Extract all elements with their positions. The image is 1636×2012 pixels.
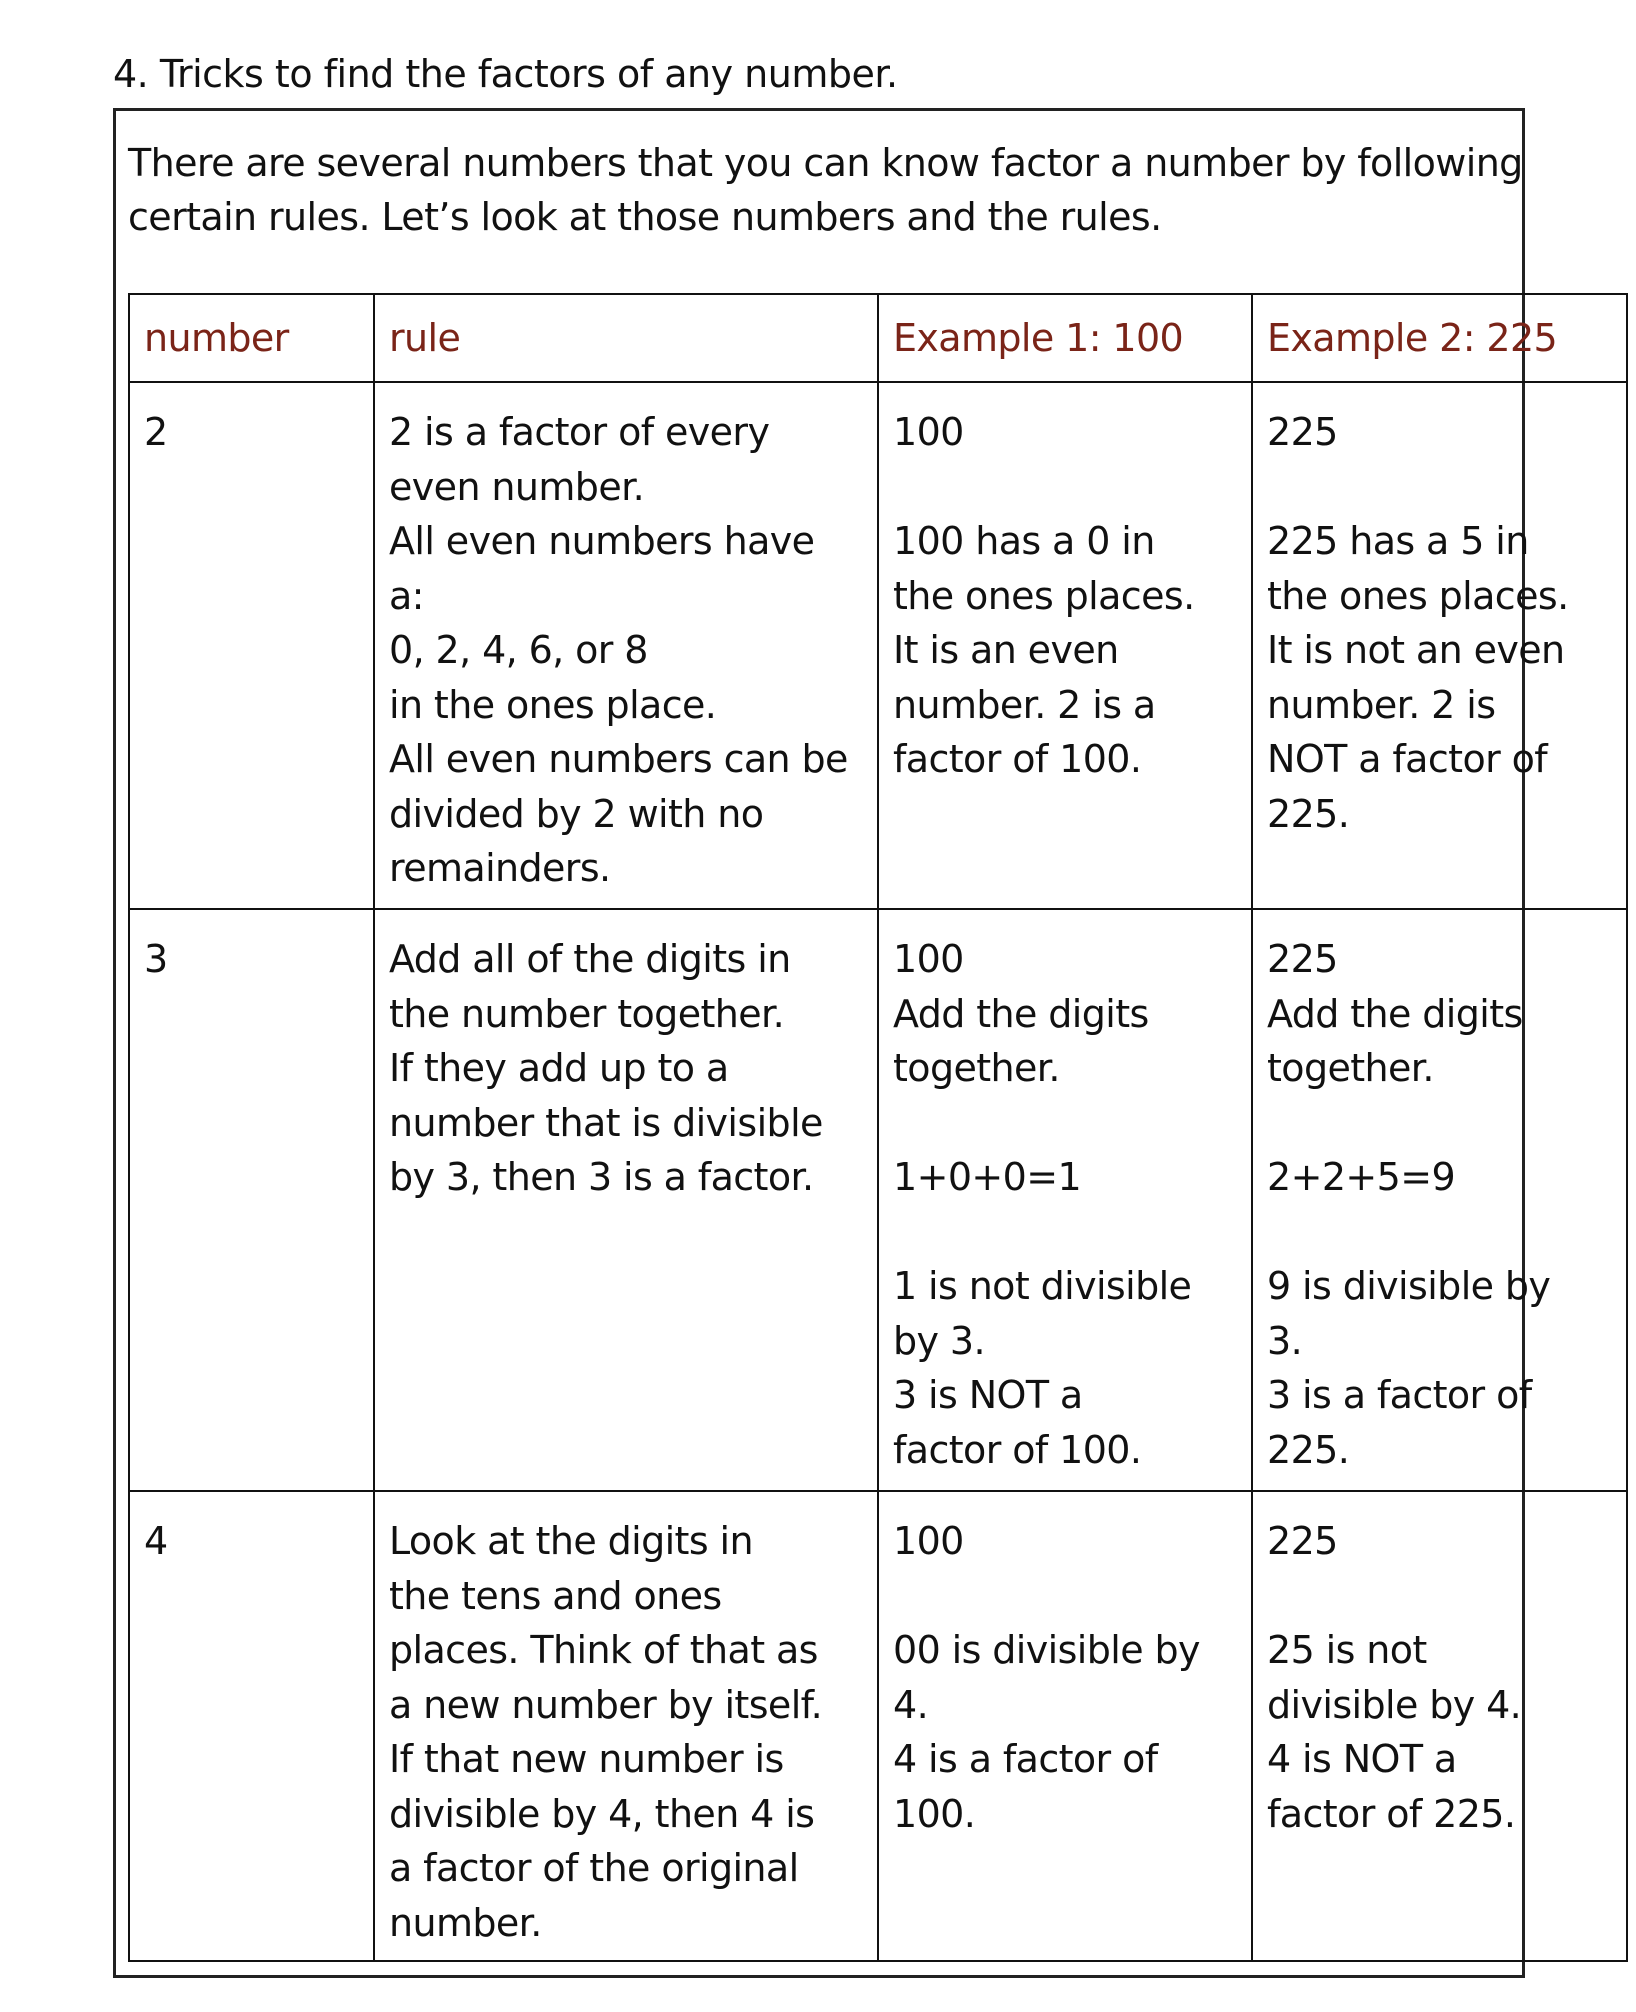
cell-line: 1+0+0=1 xyxy=(893,1155,1082,1199)
table-row xyxy=(129,382,1627,909)
line-gap xyxy=(893,1569,1237,1624)
cell-line: divided by 2 with no xyxy=(389,791,764,836)
cell-line: Add the digits xyxy=(1267,991,1523,1036)
cell-line: 225 xyxy=(1267,410,1338,454)
cell-line: 100 xyxy=(893,937,964,981)
cell-line: Add the digits xyxy=(893,991,1149,1036)
table-row xyxy=(129,909,1627,1491)
cell-line: divisible by 4. xyxy=(1267,1682,1522,1727)
cell-rule xyxy=(374,1491,878,1961)
cell-line: factor of 225. xyxy=(1267,1791,1516,1836)
cell-number: 2 xyxy=(129,382,374,909)
cell-line: number. xyxy=(389,1900,542,1945)
cell-line: 225 xyxy=(1267,937,1338,981)
cell-line: 3 is a factor of xyxy=(1267,1373,1532,1417)
cell-example-1 xyxy=(878,1491,1252,1961)
section-title: 4. Tricks to find the factors of any number. xyxy=(113,52,898,96)
cell-line: 4 is a factor of xyxy=(893,1737,1158,1781)
intro-line: There are several numbers that you can know factor a number by following xyxy=(128,141,1523,185)
factor-rules-table xyxy=(128,293,1628,1962)
intro-paragraph xyxy=(128,136,1523,244)
table-row xyxy=(129,1491,1627,1961)
cell-line: places. Think of that as xyxy=(389,1628,818,1672)
cell-line: number that is divisible xyxy=(389,1100,823,1145)
cell-line: a factor of the original xyxy=(389,1846,799,1890)
cell-line: 100 xyxy=(893,410,964,454)
cell-line: even number. xyxy=(389,464,645,509)
cell-line: 3. xyxy=(1267,1318,1303,1363)
cell-line: 9 is divisible by xyxy=(1267,1264,1551,1308)
cell-line: If they add up to a xyxy=(389,1046,729,1090)
line-gap xyxy=(1267,1205,1612,1260)
cell-line: a new number by itself. xyxy=(389,1682,823,1727)
table-header-row xyxy=(129,294,1627,382)
cell-line: together. xyxy=(1267,1046,1434,1090)
cell-line: 225 has a 5 in xyxy=(1267,519,1529,563)
cell-line: remainders. xyxy=(389,846,611,890)
cell-line: in the ones place. xyxy=(389,682,717,727)
cell-line: 100 xyxy=(893,1519,964,1563)
header-example-2: Example 2: 225 xyxy=(1252,294,1627,382)
cell-number: 4 xyxy=(129,1491,374,1961)
cell-line: factor of 100. xyxy=(893,737,1142,781)
cell-line: 100 has a 0 in xyxy=(893,519,1155,563)
cell-line: 4 is NOT a xyxy=(1267,1737,1457,1781)
cell-line: It is an even xyxy=(893,628,1119,672)
cell-rule xyxy=(374,909,878,1491)
line-gap xyxy=(893,1205,1237,1260)
line-gap xyxy=(1267,1096,1612,1151)
cell-line: NOT a factor of xyxy=(1267,737,1548,781)
line-gap xyxy=(893,1096,1237,1151)
cell-line: Look at the digits in xyxy=(389,1519,753,1563)
cell-line: 25 is not xyxy=(1267,1628,1427,1672)
cell-line: 00 is divisible by xyxy=(893,1628,1200,1672)
cell-example-2 xyxy=(1252,1491,1627,1961)
cell-line: the tens and ones xyxy=(389,1573,722,1618)
cell-line: 4. xyxy=(893,1682,929,1727)
header-number: number xyxy=(129,294,374,382)
cell-line: 225. xyxy=(1267,1427,1350,1472)
cell-example-1 xyxy=(878,909,1252,1491)
cell-example-2 xyxy=(1252,909,1627,1491)
cell-line: by 3. xyxy=(893,1318,985,1363)
cell-rule xyxy=(374,382,878,909)
cell-line: the ones places. xyxy=(893,573,1195,618)
header-example-1: Example 1: 100 xyxy=(878,294,1252,382)
cell-line: 0, 2, 4, 6, or 8 xyxy=(389,628,648,672)
cell-line: 100. xyxy=(893,1791,976,1836)
cell-line: 225 xyxy=(1267,1519,1338,1563)
cell-line: the ones places. xyxy=(1267,573,1569,618)
cell-line: It is not an even xyxy=(1267,628,1565,672)
cell-line: the number together. xyxy=(389,991,785,1036)
cell-line: by 3, then 3 is a factor. xyxy=(389,1155,814,1199)
cell-line: 1 is not divisible xyxy=(893,1264,1192,1308)
line-gap xyxy=(893,460,1237,515)
cell-line: 225. xyxy=(1267,791,1350,836)
cell-example-1 xyxy=(878,382,1252,909)
cell-line: If that new number is xyxy=(389,1737,784,1781)
intro-line: certain rules. Let’s look at those numbers and the rules. xyxy=(128,195,1162,239)
cell-line: 3 is NOT a xyxy=(893,1373,1083,1417)
cell-line: Add all of the digits in xyxy=(389,937,791,981)
cell-line: factor of 100. xyxy=(893,1427,1142,1472)
cell-line: All even numbers have xyxy=(389,519,815,563)
cell-line: divisible by 4, then 4 is xyxy=(389,1791,815,1836)
line-gap xyxy=(1267,1569,1612,1624)
cell-line: number. 2 is a xyxy=(893,682,1156,727)
cell-line: a: xyxy=(389,573,424,618)
cell-line: together. xyxy=(893,1046,1060,1090)
cell-line: 2+2+5=9 xyxy=(1267,1155,1456,1199)
cell-number: 3 xyxy=(129,909,374,1491)
cell-example-2 xyxy=(1252,382,1627,909)
cell-line: 2 is a factor of every xyxy=(389,410,770,454)
line-gap xyxy=(1267,460,1612,515)
cell-line: All even numbers can be xyxy=(389,737,848,781)
header-rule: rule xyxy=(374,294,878,382)
cell-line: number. 2 is xyxy=(1267,682,1496,727)
